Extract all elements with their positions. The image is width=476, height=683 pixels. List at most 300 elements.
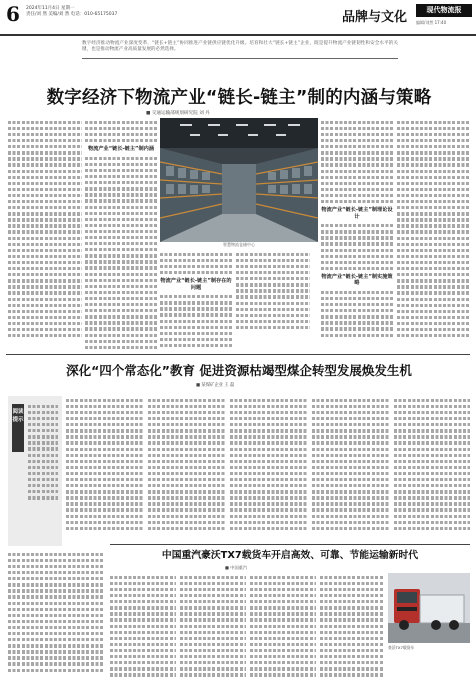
text-line [230, 478, 308, 481]
text-line [8, 224, 82, 227]
subheading-1: 物流产业“链长-链主”制内涵 [87, 146, 155, 153]
text-line [230, 466, 308, 469]
text-line [160, 332, 232, 335]
text-line [312, 423, 390, 426]
text-line [28, 490, 58, 493]
text-line [28, 496, 58, 499]
text-line [28, 478, 58, 481]
text-line [8, 237, 82, 240]
text-line [148, 405, 226, 408]
text-line [397, 182, 469, 185]
text-line [394, 515, 470, 518]
text-line [8, 121, 82, 124]
text-line [148, 429, 226, 432]
text-line [394, 435, 470, 438]
text-line [85, 297, 157, 300]
text-line [321, 327, 393, 330]
text-line [320, 612, 384, 615]
text-line [230, 429, 308, 432]
text-line [250, 655, 316, 658]
text-line [180, 649, 246, 652]
text-line [66, 429, 144, 432]
text-line [397, 224, 469, 227]
section-divider [6, 354, 470, 355]
text-line [28, 423, 58, 426]
text-line [8, 212, 82, 215]
text-line [8, 261, 82, 264]
text-line [320, 667, 384, 670]
text-line [8, 602, 104, 605]
text-line [148, 515, 226, 518]
text-line [250, 649, 316, 652]
header-date: 2024年11月4日 星期一 [26, 6, 75, 11]
text-line [28, 466, 58, 469]
text-line [397, 212, 469, 215]
text-line [85, 157, 157, 160]
text-line [180, 631, 246, 634]
text-line [180, 582, 246, 585]
text-line [66, 515, 144, 518]
text-line [148, 478, 226, 481]
text-line [85, 175, 157, 178]
text-line [230, 399, 308, 402]
text-line [236, 271, 310, 274]
text-line [180, 588, 246, 591]
text-line [180, 594, 246, 597]
text-line [321, 249, 393, 252]
text-line [394, 484, 470, 487]
text-line [397, 139, 469, 142]
text-line [66, 454, 144, 457]
photo-caption: 智慧物流仓储中心 [223, 242, 255, 247]
text-line [85, 266, 157, 269]
text-line [148, 466, 226, 469]
subheading-4: 物流产业“链长-链主”制实施策略 [321, 274, 393, 287]
text-line [85, 291, 157, 294]
paper-name-badge: 现代物流报 [416, 4, 472, 17]
text-line [85, 340, 157, 343]
text-line [320, 649, 384, 652]
text-line [85, 254, 157, 257]
text-line [394, 405, 470, 408]
text-line [85, 127, 157, 130]
text-line [180, 655, 246, 658]
text-line [397, 176, 469, 179]
text-line [397, 285, 469, 288]
article1-column-5 [321, 118, 393, 350]
text-line [8, 230, 82, 233]
text-line [110, 661, 176, 664]
text-line [230, 417, 308, 420]
text-line [320, 637, 384, 640]
text-line [236, 320, 310, 323]
article2-column-4 [230, 396, 308, 542]
text-line [8, 310, 82, 313]
text-line [397, 230, 469, 233]
text-line [8, 151, 82, 154]
text-line [8, 194, 82, 197]
text-line [8, 334, 82, 337]
text-line [160, 265, 232, 268]
text-line [85, 169, 157, 172]
text-line [394, 417, 470, 420]
text-line [160, 307, 232, 310]
editor-note: 编辑/刘然 17:40 [416, 20, 447, 25]
text-line [321, 182, 393, 185]
text-line [321, 121, 393, 124]
text-line [85, 315, 157, 318]
text-line [148, 411, 226, 414]
text-line [236, 314, 310, 317]
text-line [8, 243, 82, 246]
text-line [312, 441, 390, 444]
text-line [320, 661, 384, 664]
article-byline: ■ 交通运输部规划研究院 刘 丹 [146, 111, 210, 116]
text-line [85, 218, 157, 221]
article2-column-3 [148, 396, 226, 542]
text-line [180, 618, 246, 621]
text-line [320, 582, 384, 585]
text-line [8, 608, 104, 611]
text-line [397, 255, 469, 258]
text-line [397, 279, 469, 282]
text-line [148, 435, 226, 438]
text-line [66, 490, 144, 493]
text-line [8, 577, 104, 580]
text-line [85, 163, 157, 166]
text-line [312, 484, 390, 487]
text-line [148, 490, 226, 493]
text-line [320, 618, 384, 621]
article-intro [82, 41, 398, 60]
text-line [160, 253, 232, 256]
text-line [66, 417, 144, 420]
text-line [85, 303, 157, 306]
text-line [8, 662, 104, 665]
text-line [148, 484, 226, 487]
text-line [66, 472, 144, 475]
text-line [230, 460, 308, 463]
text-line [397, 328, 469, 331]
text-line [85, 242, 157, 245]
text-line [394, 472, 470, 475]
text-line [230, 448, 308, 451]
text-line [397, 218, 469, 221]
text-line [321, 242, 393, 245]
text-line [28, 411, 58, 414]
text-line [28, 447, 58, 450]
text-line [8, 249, 82, 252]
text-line [397, 151, 469, 154]
text-line [85, 212, 157, 215]
text-line [66, 478, 144, 481]
text-line [85, 285, 157, 288]
text-line [250, 576, 316, 579]
text-line [66, 435, 144, 438]
text-line [28, 435, 58, 438]
text-line [8, 316, 82, 319]
text-line [28, 454, 58, 457]
text-line [312, 508, 390, 511]
text-line [85, 279, 157, 282]
text-line [85, 206, 157, 209]
text-line [28, 484, 58, 487]
text-line [250, 612, 316, 615]
text-line [397, 121, 469, 124]
text-line [8, 139, 82, 142]
article1-column-4 [236, 250, 310, 350]
text-line [236, 253, 310, 256]
text-line [320, 625, 384, 628]
text-line [110, 667, 176, 670]
text-line [66, 423, 144, 426]
article3-headline: 中国重汽豪沃TX7载货车开启高效、可靠、节能运输新时代 [161, 550, 419, 561]
text-line [148, 448, 226, 451]
text-line [320, 576, 384, 579]
text-line [8, 127, 82, 130]
text-line [312, 527, 390, 530]
text-line [148, 454, 226, 457]
article3-byline: ■ 中国重汽 [225, 565, 248, 570]
text-line [321, 267, 393, 270]
article3-column-4 [320, 573, 384, 681]
text-line [230, 502, 308, 505]
text-line [321, 157, 393, 160]
text-line [8, 218, 82, 221]
text-line [28, 405, 58, 408]
text-line [8, 291, 82, 294]
text-line [8, 626, 104, 629]
text-line [321, 309, 393, 312]
text-line [66, 411, 144, 414]
text-line [236, 289, 310, 292]
text-line [397, 145, 469, 148]
text-line [236, 277, 310, 280]
text-line [397, 273, 469, 276]
text-line [312, 460, 390, 463]
text-line [397, 157, 469, 160]
text-line [397, 310, 469, 313]
text-line [180, 637, 246, 640]
text-line [230, 484, 308, 487]
text-line [394, 460, 470, 463]
text-line [321, 261, 393, 264]
text-line [8, 145, 82, 148]
warehouse-illustration [160, 118, 318, 242]
text-line [28, 417, 58, 420]
text-line [230, 405, 308, 408]
text-line [180, 606, 246, 609]
text-line [8, 200, 82, 203]
text-line [8, 285, 82, 288]
text-line [312, 399, 390, 402]
text-line [160, 295, 232, 298]
text-line [180, 625, 246, 628]
text-line [397, 261, 469, 264]
text-line [321, 297, 393, 300]
text-line [394, 478, 470, 481]
text-line [312, 496, 390, 499]
text-line [110, 576, 176, 579]
warehouse-photo [160, 118, 318, 242]
text-line [397, 127, 469, 130]
text-line [8, 595, 104, 598]
text-line [250, 637, 316, 640]
text-line [8, 620, 104, 623]
text-line [394, 521, 470, 524]
text-line [321, 236, 393, 239]
text-line [394, 399, 470, 402]
text-line [148, 423, 226, 426]
text-line [160, 344, 232, 347]
text-line [230, 508, 308, 511]
text-line [250, 600, 316, 603]
text-line [320, 631, 384, 634]
text-line [180, 667, 246, 670]
text-line [66, 496, 144, 499]
text-line [397, 170, 469, 173]
text-line [85, 193, 157, 196]
text-line [320, 594, 384, 597]
text-line [394, 466, 470, 469]
text-line [312, 429, 390, 432]
text-line [230, 454, 308, 457]
text-line [236, 326, 310, 329]
text-line [8, 267, 82, 270]
text-line [66, 441, 144, 444]
reading-tip-box [8, 396, 62, 546]
text-line [148, 521, 226, 524]
article1-column-3 [160, 250, 232, 350]
text-line [250, 631, 316, 634]
header-meta [26, 6, 117, 18]
text-line [394, 441, 470, 444]
text-line [66, 448, 144, 451]
text-line [312, 435, 390, 438]
text-line [148, 399, 226, 402]
text-line [394, 454, 470, 457]
text-line [160, 338, 232, 341]
header-editor-line: 责任/刘 然 美编/刘 然 电话：010-65175037 [26, 12, 118, 17]
text-line [8, 614, 104, 617]
text-line [148, 508, 226, 511]
article2-column-6 [394, 396, 470, 542]
text-line [397, 243, 469, 246]
text-line [320, 606, 384, 609]
article2-headline: 深化“四个常态化”教育 促进资源枯竭型煤企转型发展焕发生机 [66, 363, 412, 378]
text-line [180, 600, 246, 603]
text-line [397, 194, 469, 197]
reading-tip-label: 阅读提示 [12, 404, 24, 452]
text-line [148, 417, 226, 420]
text-line [312, 454, 390, 457]
text-line [394, 490, 470, 493]
text-line [110, 625, 176, 628]
text-line [394, 496, 470, 499]
text-line [321, 291, 393, 294]
text-line [180, 643, 246, 646]
page-header [0, 0, 476, 36]
text-line [8, 656, 104, 659]
text-line [85, 260, 157, 263]
text-line [8, 589, 104, 592]
article1-column-2 [85, 118, 157, 350]
text-line [321, 200, 393, 203]
article3-column-2 [180, 573, 246, 681]
text-line [8, 298, 82, 301]
article1-column-6 [397, 118, 469, 350]
text-line [312, 417, 390, 420]
text-line [250, 673, 316, 676]
text-line [320, 673, 384, 676]
text-line [321, 334, 393, 337]
text-line [397, 298, 469, 301]
text-line [394, 423, 470, 426]
text-line [8, 157, 82, 160]
text-line [148, 460, 226, 463]
text-line [85, 327, 157, 330]
text-line [397, 334, 469, 337]
text-line [110, 637, 176, 640]
text-line [321, 194, 393, 197]
text-line [397, 291, 469, 294]
text-line [66, 460, 144, 463]
text-line [321, 224, 393, 227]
text-line [236, 259, 310, 262]
text-line [160, 301, 232, 304]
text-line [321, 255, 393, 258]
text-line [85, 230, 157, 233]
text-line [230, 515, 308, 518]
text-line [397, 237, 469, 240]
text-line [397, 163, 469, 166]
text-line [8, 650, 104, 653]
text-line [321, 170, 393, 173]
text-line [160, 259, 232, 262]
text-line [321, 176, 393, 179]
text-line [8, 188, 82, 191]
text-line [320, 655, 384, 658]
intro-text: 数字经济推动物流产业深度变革，“链长+链主”协同推进产业链供应链优化升级。培育和壮大“链长+链主”企业，既是提升物流产业链韧性和安全水平的关键，也是推动物流产业高质量发展的必然选择。 [82, 41, 398, 53]
text-line [312, 478, 390, 481]
text-line [321, 127, 393, 130]
text-line [148, 502, 226, 505]
text-line [312, 472, 390, 475]
text-line [397, 188, 469, 191]
text-line [110, 655, 176, 658]
text-line [236, 308, 310, 311]
text-line [85, 224, 157, 227]
truck-photo-caption: 豪沃TX7载货车 [388, 645, 415, 650]
reading-tip-text [28, 402, 58, 542]
subheading-3: 物流产业“链长-链主”制理论设计 [321, 207, 393, 220]
text-line [110, 588, 176, 591]
text-line [28, 472, 58, 475]
article-headline: 数字经济下物流产业“链长-链主”制的内涵与策略 [46, 88, 432, 108]
text-line [148, 496, 226, 499]
text-line [85, 133, 157, 136]
text-line [8, 133, 82, 136]
text-line [320, 600, 384, 603]
text-line [312, 448, 390, 451]
text-line [110, 673, 176, 676]
text-line [394, 508, 470, 511]
text-line [8, 669, 104, 672]
page-number: 6 [6, 2, 20, 26]
text-line [110, 606, 176, 609]
text-line [320, 643, 384, 646]
text-line [8, 273, 82, 276]
